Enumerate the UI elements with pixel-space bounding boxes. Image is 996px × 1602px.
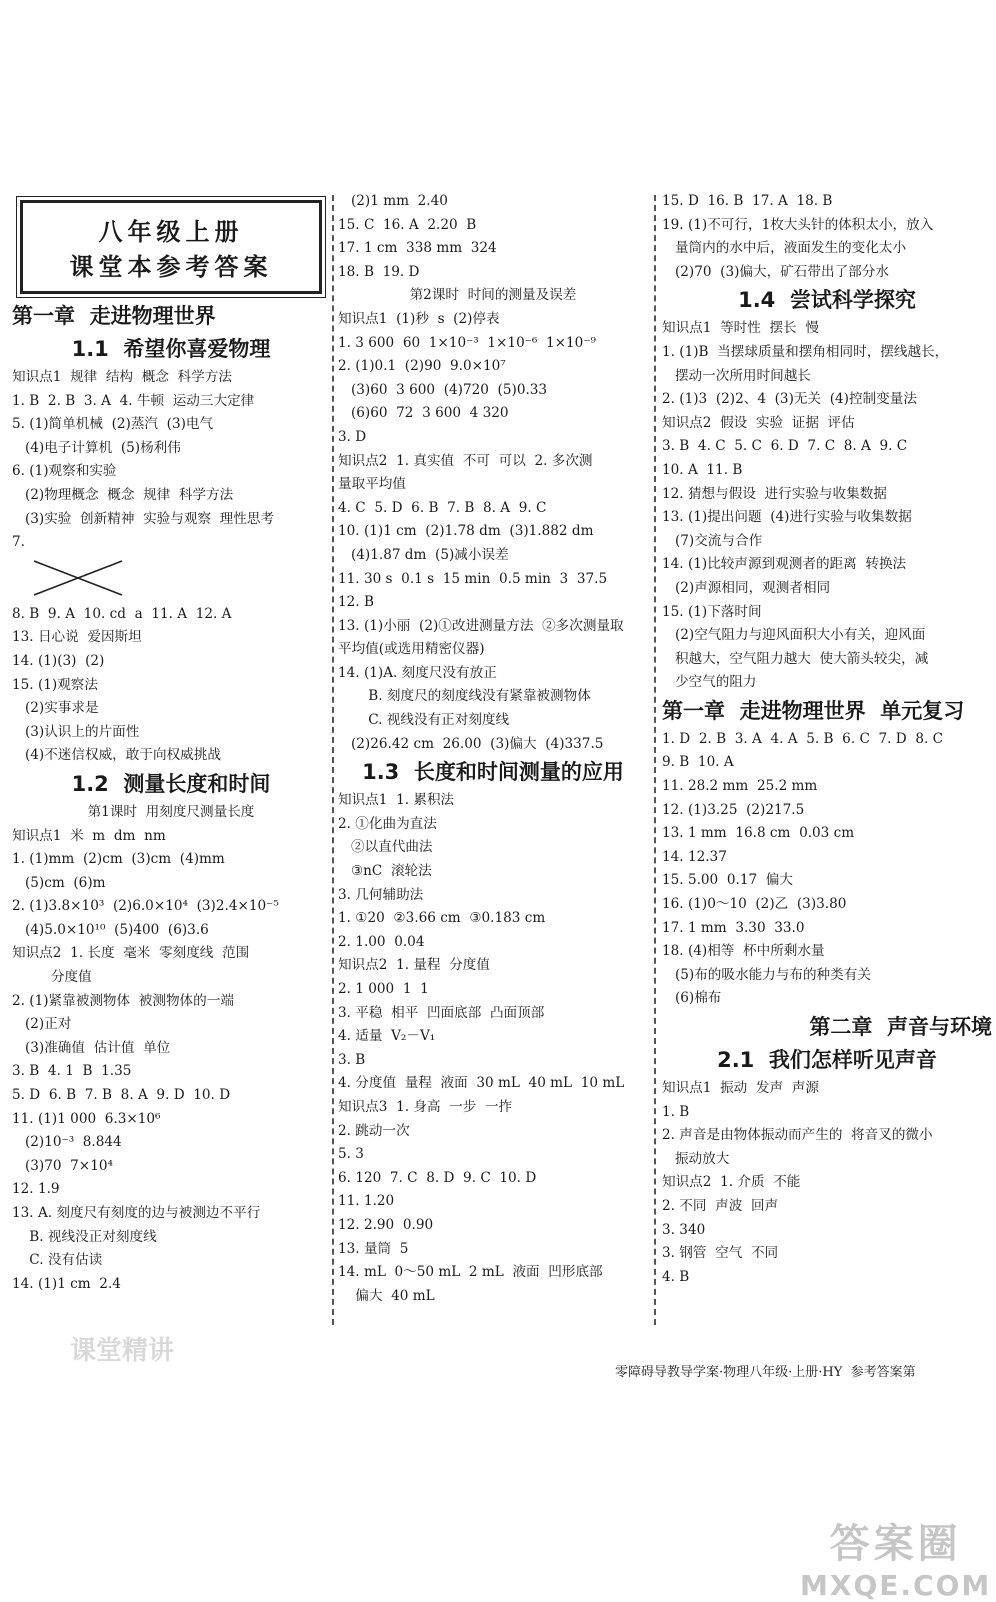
answer-line: (2)空气阻力与迎风面积大小有关，迎风面	[662, 627, 926, 644]
answer-line: 15. (1)观察法	[12, 676, 98, 693]
answer-line: 3. B 4. C 5. C 6. D 7. C 8. A 9. C	[662, 438, 908, 455]
answer-line: (4)不迷信权威，敢于向权威挑战	[12, 747, 221, 764]
answer-line: B. 视线没正对刻度线	[12, 1228, 157, 1245]
answer-line: 2. (1)紧靠被测物体 被测物体的一端	[12, 992, 234, 1009]
answer-line: 1. B	[662, 1103, 690, 1120]
answer-line: 10. (1)1 cm (2)1.78 dm (3)1.882 dm	[338, 523, 594, 540]
answer-line: 3. 几何辅助法	[338, 886, 424, 903]
answer-line: 13. 量筒 5	[338, 1240, 409, 1257]
answer-line: 知识点2 1. 介质 不能	[662, 1174, 801, 1191]
answer-line: 2. 声音是由物体振动而产生的 将音叉的微小	[662, 1127, 933, 1144]
answer-line: 12. (1)3.25 (2)217.5	[662, 801, 805, 818]
answer-line: 知识点1 (1)秒 s (2)停表	[338, 310, 500, 327]
answer-line: 11. (1)1 000 6.3×10⁶	[12, 1110, 161, 1127]
answer-line: 8. B 9. A 10. cd a 11. A 12. A	[12, 605, 232, 622]
section-heading: 1.4 尝试科学探究	[738, 288, 916, 313]
answer-line: 2. (1)0.1 (2)90 9.0×10⁷	[338, 358, 506, 375]
answer-line: (2)物理概念 概念 规律 科学方法	[12, 486, 234, 503]
answer-line: (6)60 72 3 600 4 320	[338, 405, 509, 422]
answer-line: 11. 28.2 mm 25.2 mm	[662, 778, 818, 795]
answer-line: 9. B 10. A	[662, 754, 734, 771]
answer-line: 13. 1 mm 16.8 cm 0.03 cm	[662, 825, 855, 842]
answer-line: 1. B 2. B 3. A 4. 牛顿 运动三大定律	[12, 392, 255, 409]
answer-line: (2)正对	[12, 1016, 72, 1033]
answer-line: (5)cm (6)m	[12, 874, 106, 891]
answer-line: (3)认识上的片面性	[12, 723, 140, 740]
answer-line: 12. 猜想与假设 进行实验与收集数据	[662, 485, 887, 502]
answer-line: (2)70 (3)偏大，矿石带出了部分水	[662, 263, 889, 280]
title-line-1: 八年级上册	[98, 218, 244, 246]
answer-line: 5. 3	[338, 1146, 364, 1163]
answer-line: 11. 1.20	[338, 1193, 395, 1210]
answer-line: 4. C 5. D 6. B 7. B 8. A 9. C	[338, 499, 547, 516]
answer-line: 知识点2 1. 量程 分度值	[338, 957, 490, 974]
answer-line: B. 刻度尺的刻度线没有紧靠被测物体	[338, 688, 591, 705]
answer-line: 3. B	[338, 1051, 366, 1068]
answer-line: 偏大 40 mL	[338, 1287, 435, 1304]
answer-line: C. 没有估读	[12, 1252, 103, 1269]
answer-line: (4)电子计算机 (5)杨利伟	[12, 439, 181, 456]
answer-line: (3)60 3 600 (4)720 (5)0.33	[338, 381, 548, 398]
answer-line: 7.	[12, 534, 25, 551]
answer-line: 14. (1)(3) (2)	[12, 652, 105, 669]
answer-line: 1. (1)B 当摆球质量和摆角相同时，摆线越长，	[662, 343, 949, 360]
answer-line: (3)准确值 估计值 单位	[12, 1039, 171, 1056]
section-heading: 1.1 希望你喜爱物理	[71, 337, 271, 361]
answer-line: 17. 1 mm 3.30 33.0	[662, 919, 805, 936]
answer-line: ②以直代曲法	[338, 839, 433, 856]
answer-line: 2. 1 000 1 1	[338, 981, 429, 997]
column-3	[662, 190, 992, 1289]
answer-line: (3)70 7×10⁴	[12, 1157, 113, 1174]
answer-line: 知识点1 1. 累积法	[338, 792, 455, 809]
answer-line: (2)声源相同，观测者相同	[662, 579, 831, 596]
answer-line: 量取平均值	[338, 476, 406, 493]
answer-line: 14. 12.37	[662, 848, 727, 865]
answer-line: 知识点2 1. 长度 毫米 零刻度线 范围	[12, 945, 250, 962]
answer-line: 14. (1)比较声源到观测者的距离 转换法	[662, 556, 907, 573]
column-1-content	[12, 300, 330, 1296]
answer-line: 分度值	[12, 969, 92, 986]
answer-line: C. 视线没有正对刻度线	[338, 712, 510, 729]
answer-line: 2. (1)3.8×10³ (2)6.0×10⁴ (3)2.4×10⁻⁵	[12, 898, 279, 915]
answer-line: 1. D 2. B 3. A 4. A 5. B 6. C 7. D 8. C	[662, 730, 944, 747]
answer-line: 2. 不同 声波 回声	[662, 1197, 779, 1214]
answer-line: 积越大，空气阻力越大 使大箭头较尖，减	[662, 650, 929, 667]
answer-line: 振动放大	[662, 1150, 730, 1167]
answer-line: (4)1.87 dm (5)减小误差	[338, 546, 509, 563]
answer-line: 14. (1)1 cm 2.4	[12, 1275, 121, 1292]
answer-line: 3. B 4. 1 B 1.35	[12, 1063, 132, 1080]
answer-line: 15. (1)下落时间	[662, 603, 762, 620]
answer-line: 知识点1 规律 结构 概念 科学方法	[12, 369, 232, 385]
column-divider	[332, 195, 334, 1325]
answer-line: 10. A 11. B	[662, 461, 743, 478]
section-heading: 1.2 测量长度和时间	[71, 771, 271, 796]
answer-line: 15. D 16. B 17. A 18. B	[662, 193, 833, 209]
column-3-content	[662, 190, 992, 1289]
answer-line: 18. B 19. D	[338, 263, 420, 280]
answer-line: (5)布的吸水能力与布的种类有关	[662, 966, 871, 983]
answer-line: 14. mL 0～50 mL 2 mL 液面 凹形底部	[338, 1264, 603, 1281]
answer-line: 13. (1)提出问题 (4)进行实验与收集数据	[662, 509, 912, 526]
column-2	[338, 190, 648, 1308]
answer-line: 5. D 6. B 7. B 8. A 9. D 10. D	[12, 1087, 231, 1104]
answer-line: 18. (4)相等 杯中所剩水量	[662, 943, 825, 960]
answer-line: 3. D	[338, 428, 367, 445]
answer-line: 16. (1)0～10 (2)乙 (3)3.80	[662, 896, 847, 913]
answer-line: 13. (1)小丽 (2)①改进测量方法 ②多次测量取	[338, 617, 624, 634]
answer-line: 4. 分度值 量程 液面 30 mL 40 mL 10 mL	[338, 1075, 625, 1092]
answer-line: 知识点1 米 m dm nm	[12, 827, 166, 844]
answer-title-box	[20, 200, 322, 294]
lesson-subtitle: 第2课时 时间的测量及误差	[409, 287, 577, 304]
answer-line: (6)棉布	[662, 990, 722, 1007]
answer-line: 平均值(或选用精密仪器)	[338, 641, 485, 658]
lesson-subtitle: 第1课时 用刻度尺测量长度	[87, 803, 255, 820]
answer-line: (2)1 mm 2.40	[338, 193, 448, 209]
answer-line: 2. (1)3 (2)2、4 (3)无关 (4)控制变量法	[662, 391, 917, 408]
section-heading: 1.3 长度和时间测量的应用	[362, 760, 624, 785]
answer-line: 3. 340	[662, 1221, 706, 1238]
answer-line: 15. C 16. A 2.20 B	[338, 216, 477, 233]
answer-line: 摆动一次所用时间越长	[662, 367, 811, 384]
answer-line: 13. 日心说 爱因斯坦	[12, 629, 142, 646]
watermark-text: 课堂精讲	[70, 1336, 175, 1366]
chapter-heading: 第一章 走进物理世界 单元复习	[662, 698, 965, 723]
title-line-2: 课堂本参考答案	[69, 253, 273, 281]
answer-line: (7)交流与合作	[662, 532, 763, 549]
answer-line: 19. (1)不可行，1枚大头针的体积太小，放入	[662, 216, 934, 233]
answer-line: 1. (1)mm (2)cm (3)cm (4)mm	[12, 851, 225, 868]
answer-line: (2)实事求是	[12, 700, 99, 717]
answer-line: 3. 钢管 空气 不同	[662, 1245, 779, 1262]
answer-line: 知识点2 假设 实验 证据 评估	[662, 414, 855, 431]
page-footer: 零障碍导教导学案·物理八年级·上册·HY 参考答案第	[615, 1365, 916, 1380]
answer-line: 14. (1)A. 刻度尺没有放正	[338, 664, 497, 681]
watermark-brand: 答案圈	[829, 1521, 962, 1567]
answer-line: 量筒内的水中后，液面发生的变化太小	[662, 240, 907, 257]
answer-line: 12. B	[338, 594, 374, 611]
answer-line: (2)26.42 cm 26.00 (3)偏大 (4)337.5	[338, 735, 604, 752]
answer-line: 5. (1)简单机械 (2)蒸汽 (3)电气	[12, 416, 214, 433]
answer-line: (2)10⁻³ 8.844	[12, 1134, 122, 1151]
answer-line: 11. 30 s 0.1 s 15 min 0.5 min 3 37.5	[338, 570, 608, 587]
answer-line: 13. A. 刻度尺有刻度的边与被测边不平行	[12, 1205, 261, 1221]
answer-line: 3. 平稳 相平 凹面底部 凸面顶部	[338, 1004, 545, 1021]
answer-line: 12. 2.90 0.90	[338, 1216, 434, 1233]
column-divider	[654, 195, 656, 1325]
column-1	[12, 190, 330, 1296]
answer-line: 2. ①化曲为直法	[338, 815, 437, 832]
answer-line: 知识点2 1. 真实值 不可 可以 2. 多次测	[338, 452, 593, 469]
watermark-site: MXQE.COM	[800, 1569, 992, 1602]
answer-line: 1. 3 600 60 1×10⁻³ 1×10⁻⁶ 1×10⁻⁹	[338, 334, 596, 351]
answer-line: (4)5.0×10¹⁰ (5)400 (6)3.6	[12, 921, 209, 938]
answer-line: 少空气的阻力	[662, 674, 757, 691]
answer-line: 2. 1.00 0.04	[338, 933, 425, 950]
answer-line: 知识点3 1. 身高 一步 一拃	[338, 1098, 513, 1115]
answer-line: 17. 1 cm 338 mm 324	[338, 240, 497, 257]
chapter-heading: 第二章 声音与环境	[809, 1015, 992, 1039]
matching-lines-figure	[34, 555, 124, 603]
answer-line: 4. 适量 V₂－V₁	[338, 1028, 436, 1045]
answer-line: 2. 跳动一次	[338, 1122, 410, 1139]
answer-line: 知识点1 等时性 摆长 慢	[662, 320, 819, 337]
answer-line: 知识点1 振动 发声 声源	[662, 1080, 819, 1096]
answer-line: (3)实验 创新精神 实验与观察 理性思考	[12, 510, 275, 527]
watermark-logo	[800, 1512, 991, 1602]
answer-line: ③nC 滚轮法	[338, 863, 432, 880]
answer-line: 4. B	[662, 1268, 690, 1285]
answer-line: 6. 120 7. C 8. D 9. C 10. D	[338, 1169, 537, 1186]
answer-line: 6. (1)观察和实验	[12, 463, 117, 480]
chapter-heading: 第一章 走进物理世界	[12, 304, 216, 328]
section-heading: 2.1 我们怎样听见声音	[717, 1048, 937, 1072]
answer-line: 15. 5.00 0.17 偏大	[662, 872, 793, 889]
answer-line: 12. 1.9	[12, 1181, 60, 1198]
column-2-content	[338, 190, 648, 1308]
answer-line: 1. ①20 ②3.66 cm ③0.183 cm	[338, 910, 546, 927]
